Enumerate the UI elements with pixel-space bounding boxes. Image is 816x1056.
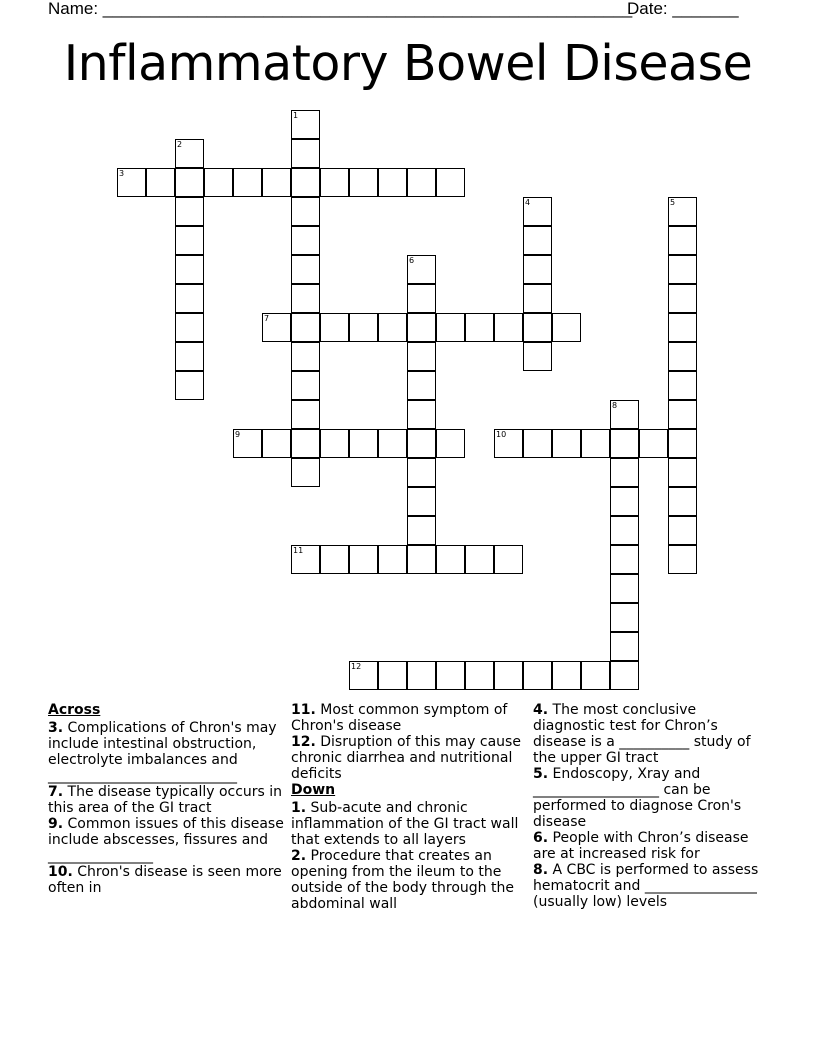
grid-cell[interactable] <box>465 661 494 690</box>
grid-cell[interactable] <box>407 284 436 313</box>
grid-cell[interactable] <box>291 458 320 487</box>
clue-number: 1 <box>293 111 299 120</box>
grid-cell[interactable] <box>552 661 581 690</box>
clue-text: Common issues of this disease include abscesses, fissures and _______________ <box>48 816 284 864</box>
grid-cell[interactable] <box>349 313 378 342</box>
grid-cell[interactable] <box>523 226 552 255</box>
grid-cell[interactable] <box>175 371 204 400</box>
grid-cell[interactable] <box>291 284 320 313</box>
grid-cell[interactable] <box>552 313 581 342</box>
grid-cell[interactable] <box>291 255 320 284</box>
grid-cell[interactable] <box>291 226 320 255</box>
grid-cell[interactable] <box>610 429 639 458</box>
grid-cell[interactable] <box>494 429 523 458</box>
grid-cell[interactable] <box>610 661 639 690</box>
clue-text: Endoscopy, Xray and __________________ can be performed to diagnose Cron's disease <box>533 766 742 830</box>
grid-cell[interactable] <box>407 458 436 487</box>
grid-cell[interactable] <box>291 110 320 139</box>
grid-cell[interactable] <box>610 574 639 603</box>
grid-cell[interactable] <box>320 313 349 342</box>
grid-cell[interactable] <box>407 429 436 458</box>
grid-cell[interactable] <box>610 516 639 545</box>
grid-cell[interactable] <box>378 661 407 690</box>
grid-cell[interactable] <box>291 429 320 458</box>
clue-text: Procedure that creates an opening from the ileum to the outside of the body through the abdominal wall <box>291 848 514 912</box>
clue-number-label: 5. <box>533 766 549 782</box>
grid-cell[interactable] <box>668 255 697 284</box>
clue-number: 7 <box>264 314 270 323</box>
grid-cell[interactable] <box>117 168 146 197</box>
grid-cell[interactable] <box>175 226 204 255</box>
clue-number: 11 <box>293 546 304 555</box>
clue-number-label: 1. <box>291 800 307 816</box>
clues-column-3 <box>533 702 769 910</box>
clue-number-label: 4. <box>533 702 549 718</box>
down-clue <box>291 800 527 848</box>
grid-cell[interactable] <box>523 429 552 458</box>
grid-cell[interactable] <box>523 342 552 371</box>
grid-cell[interactable] <box>175 139 204 168</box>
grid-cell[interactable] <box>668 371 697 400</box>
across-clue-list <box>48 720 288 896</box>
grid-cell[interactable] <box>610 400 639 429</box>
grid-cell[interactable] <box>465 545 494 574</box>
down-clue-list-continued <box>533 702 769 910</box>
grid-cell[interactable] <box>610 545 639 574</box>
clue-number-label: 11. <box>291 702 316 718</box>
clue-number: 6 <box>409 256 415 265</box>
clue-text: Complications of Chron's may include intestinal obstruction, electrolyte imbalances and ___________________________ <box>48 720 277 784</box>
clues-column-2 <box>291 702 527 912</box>
grid-cell[interactable] <box>291 139 320 168</box>
grid-cell[interactable] <box>320 168 349 197</box>
grid-cell[interactable] <box>668 197 697 226</box>
grid-cell[interactable] <box>233 168 262 197</box>
clue-text: Sub-acute and chronic inflammation of the GI tract wall that extends to all layers <box>291 800 519 848</box>
grid-cell[interactable] <box>291 371 320 400</box>
grid-cell[interactable] <box>378 545 407 574</box>
grid-cell[interactable] <box>407 661 436 690</box>
grid-cell[interactable] <box>436 168 465 197</box>
grid-cell[interactable] <box>610 487 639 516</box>
down-clue <box>533 862 769 910</box>
clue-text: The most conclusive diagnostic test for Chron’s disease is a __________ study of the upper GI tract <box>533 702 751 766</box>
grid-cell[interactable] <box>407 255 436 284</box>
grid-cell[interactable] <box>523 313 552 342</box>
grid-cell[interactable] <box>668 342 697 371</box>
clue-number-label: 12. <box>291 734 316 750</box>
clue-number: 2 <box>177 140 183 149</box>
grid-cell[interactable] <box>407 400 436 429</box>
across-clue-list-continued <box>291 702 527 782</box>
clue-number-label: 3. <box>48 720 64 736</box>
grid-cell[interactable] <box>262 168 291 197</box>
grid-cell[interactable] <box>320 545 349 574</box>
grid-cell[interactable] <box>668 516 697 545</box>
grid-cell[interactable] <box>668 545 697 574</box>
grid-cell[interactable] <box>378 313 407 342</box>
clue-number: 10 <box>496 430 507 439</box>
clue-number: 4 <box>525 198 531 207</box>
clue-number: 12 <box>351 662 362 671</box>
grid-cell[interactable] <box>668 400 697 429</box>
grid-cell[interactable] <box>610 458 639 487</box>
clue-text: Most common symptom of Chron's disease <box>291 702 508 734</box>
grid-cell[interactable] <box>668 458 697 487</box>
grid-cell[interactable] <box>407 168 436 197</box>
name-field-label[interactable]: Name: ________________________________________________________ <box>48 0 633 18</box>
clues-column-1 <box>48 702 288 896</box>
grid-cell[interactable] <box>349 429 378 458</box>
grid-cell[interactable] <box>523 255 552 284</box>
across-clue <box>48 864 288 896</box>
grid-cell[interactable] <box>523 661 552 690</box>
grid-cell[interactable] <box>175 197 204 226</box>
date-field-label[interactable]: Date: _______ <box>627 0 739 18</box>
clue-number-label: 8. <box>533 862 549 878</box>
grid-cell[interactable] <box>262 313 291 342</box>
clue-number-label: 10. <box>48 864 73 880</box>
grid-cell[interactable] <box>291 400 320 429</box>
grid-cell[interactable] <box>320 429 349 458</box>
grid-cell[interactable] <box>262 429 291 458</box>
clue-number: 8 <box>612 401 618 410</box>
grid-cell[interactable] <box>349 545 378 574</box>
grid-cell[interactable] <box>523 284 552 313</box>
grid-cell[interactable] <box>407 487 436 516</box>
clue-number-label: 7. <box>48 784 64 800</box>
grid-cell[interactable] <box>378 429 407 458</box>
grid-cell[interactable] <box>436 661 465 690</box>
grid-cell[interactable] <box>407 342 436 371</box>
grid-cell[interactable] <box>436 313 465 342</box>
grid-cell[interactable] <box>552 429 581 458</box>
grid-cell[interactable] <box>175 255 204 284</box>
grid-cell[interactable] <box>436 545 465 574</box>
down-heading: Down <box>291 782 336 798</box>
grid-cell[interactable] <box>407 516 436 545</box>
grid-cell[interactable] <box>204 168 233 197</box>
grid-cell[interactable] <box>407 371 436 400</box>
grid-cell[interactable] <box>175 168 204 197</box>
grid-cell[interactable] <box>349 661 378 690</box>
across-heading: Across <box>48 702 101 718</box>
grid-cell[interactable] <box>407 545 436 574</box>
down-clue-list <box>291 800 527 912</box>
clue-text: People with Chron’s disease are at increased risk for <box>533 830 749 862</box>
grid-cell[interactable] <box>175 313 204 342</box>
page-title: Inflammatory Bowel Disease <box>63 35 753 92</box>
clue-number: 9 <box>235 430 241 439</box>
down-clue <box>533 702 769 766</box>
down-clue <box>533 766 769 830</box>
grid-cell[interactable] <box>668 313 697 342</box>
down-clue <box>533 830 769 862</box>
grid-cell[interactable] <box>175 342 204 371</box>
across-clue <box>291 702 527 734</box>
grid-cell[interactable] <box>436 429 465 458</box>
down-clue <box>291 848 527 912</box>
grid-cell[interactable] <box>378 168 407 197</box>
grid-cell[interactable] <box>291 168 320 197</box>
grid-cell[interactable] <box>146 168 175 197</box>
grid-cell[interactable] <box>668 487 697 516</box>
clue-text: The disease typically occurs in this area of the GI tract <box>48 784 283 816</box>
clue-number-label: 9. <box>48 816 64 832</box>
grid-cell[interactable] <box>581 661 610 690</box>
grid-cell[interactable] <box>291 313 320 342</box>
clue-text: A CBC is performed to assess hematocrit and ________________ (usually low) levels <box>533 862 759 910</box>
grid-cell[interactable] <box>494 661 523 690</box>
grid-cell[interactable] <box>407 313 436 342</box>
clue-number: 3 <box>119 169 125 178</box>
grid-cell[interactable] <box>494 313 523 342</box>
clue-text: Disruption of this may cause chronic diarrhea and nutritional deficits <box>291 734 521 782</box>
grid-cell[interactable] <box>639 429 668 458</box>
grid-cell[interactable] <box>291 545 320 574</box>
grid-cell[interactable] <box>175 284 204 313</box>
grid-cell[interactable] <box>668 226 697 255</box>
clue-text: Chron's disease is seen more often in <box>48 864 282 896</box>
across-clue <box>48 784 288 816</box>
grid-cell[interactable] <box>494 545 523 574</box>
grid-cell[interactable] <box>581 429 610 458</box>
across-clue <box>48 816 288 864</box>
across-clue <box>48 720 288 784</box>
across-clue <box>291 734 527 782</box>
clue-number-label: 6. <box>533 830 549 846</box>
clue-number-label: 2. <box>291 848 307 864</box>
grid-cell[interactable] <box>668 429 697 458</box>
grid-cell[interactable] <box>668 284 697 313</box>
grid-cell[interactable] <box>291 197 320 226</box>
grid-cell[interactable] <box>610 603 639 632</box>
grid-cell[interactable] <box>610 632 639 661</box>
grid-cell[interactable] <box>349 168 378 197</box>
grid-cell[interactable] <box>523 197 552 226</box>
grid-cell[interactable] <box>233 429 262 458</box>
clue-number: 5 <box>670 198 676 207</box>
grid-cell[interactable] <box>291 342 320 371</box>
grid-cell[interactable] <box>465 313 494 342</box>
